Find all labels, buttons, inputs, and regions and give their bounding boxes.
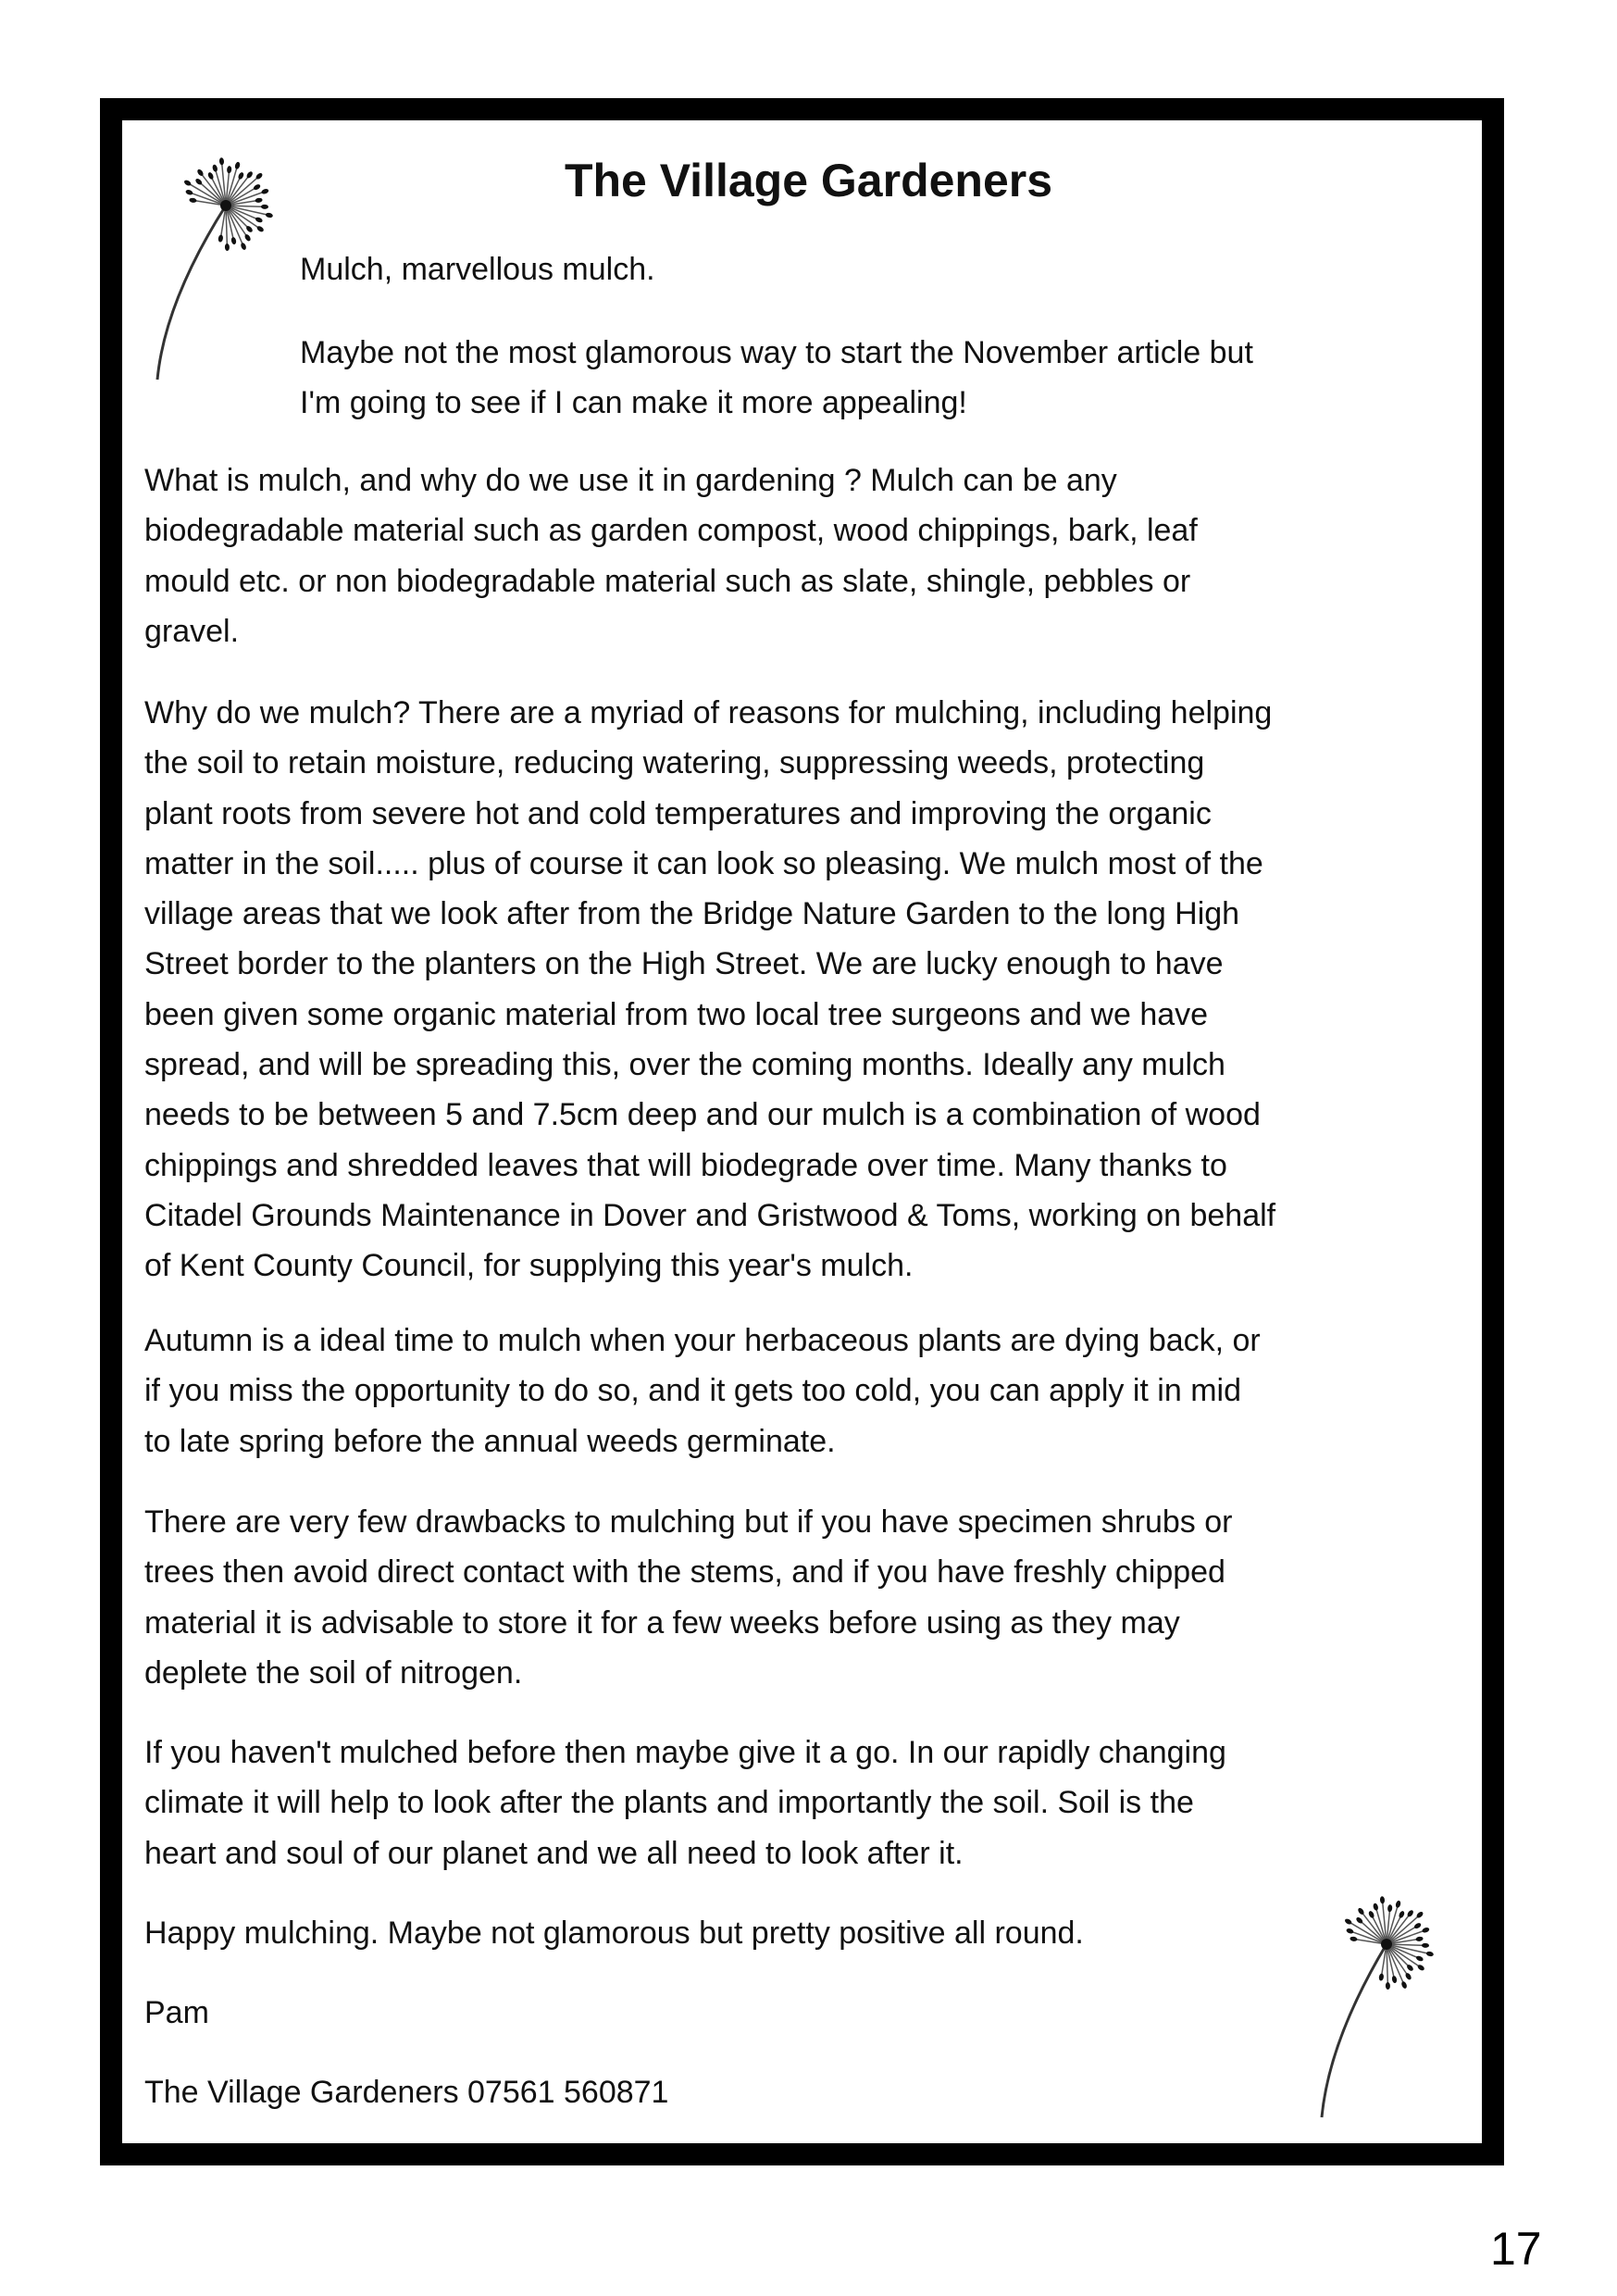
text-line: Maybe not the most glamorous way to start the November article but [300,335,1253,370]
text-line: Mulch, marvellous mulch. [300,252,655,287]
text-line: if you miss the opportunity to do so, and it gets too cold, you can apply it in mid [144,1373,1241,1409]
text-line: I'm going to see if I can make it more appealing! [300,385,967,421]
paragraph [144,1908,1084,1958]
paragraph [144,1497,1232,1698]
page-number: 17 [1490,2223,1542,2275]
text-line: Autumn is a ideal time to mulch when your herbaceous plants are dying back, or [144,1323,1261,1358]
paragraph [144,1728,1226,1878]
text-line: needs to be between 5 and 7.5cm deep and our mulch is a combination of wood [144,1097,1261,1133]
text-line: plant roots from severe hot and cold temperatures and improving the organic [144,795,1212,831]
text-line: chippings and shredded leaves that will biodegrade over time. Many thanks to [144,1147,1227,1183]
text-line: There are very few drawbacks to mulching but if you have specimen shrubs or [144,1504,1233,1540]
paragraph [144,688,1275,1292]
text-line: Why do we mulch? There are a myriad of reasons for mulching, including helping [144,695,1273,730]
paragraph [300,244,655,294]
text-line: Pam [144,1995,209,2030]
text-line: matter in the soil..... plus of course it can look so pleasing. We mulch most of the [144,845,1263,881]
paragraph [144,1988,209,2038]
text-line: Street border to the planters on the High Street. We are lucky enough to have [144,946,1224,982]
paragraph [144,455,1198,656]
text-line: Citadel Grounds Maintenance in Dover and Gristwood & Toms, working on behalf [144,1197,1276,1233]
text-line: The Village Gardeners 07561 560871 [144,2075,669,2110]
dandelion-icon [1322,1896,1434,2117]
text-line: If you haven't mulched before then maybe give it a go. In our rapidly changing [144,1735,1226,1770]
page-title: The Village Gardeners [564,155,1053,206]
paragraph [144,1316,1261,1466]
text-line: the soil to retain moisture, reducing watering, suppressing weeds, protecting [144,745,1205,781]
dandelion-icon [157,157,273,380]
text-line: What is mulch, and why do we use it in gardening ? Mulch can be any [144,463,1117,498]
text-line: material it is advisable to store it for a few weeks before using as they may [144,1604,1180,1641]
text-line: deplete the soil of nitrogen. [144,1654,523,1691]
text-line: been given some organic material from two local tree surgeons and we have [144,996,1209,1032]
text-line: gravel. [144,613,240,649]
text-line: heart and soul of our planet and we all need to look after it. [144,1835,964,1871]
text-line: Happy mulching. Maybe not glamorous but pretty positive all round. [144,1915,1084,1951]
text-line: of Kent County Council, for supplying this year's mulch. [144,1248,914,1284]
paragraph [144,2067,668,2117]
text-line: to late spring before the annual weeds germinate. [144,1423,836,1459]
text-line: spread, and will be spreading this, over the coming months. Ideally any mulch [144,1047,1225,1083]
text-line: trees then avoid direct contact with the stems, and if you have freshly chipped [144,1554,1225,1591]
text-line: biodegradable material such as garden compost, wood chippings, bark, leaf [144,513,1198,549]
paragraph [300,328,1253,429]
text-line: climate it will help to look after the plants and importantly the soil. Soil is the [144,1785,1194,1821]
text-line: mould etc. or non biodegradable material such as slate, shingle, pebbles or [144,563,1191,599]
text-line: village areas that we look after from the Bridge Nature Garden to the long High [144,896,1240,932]
